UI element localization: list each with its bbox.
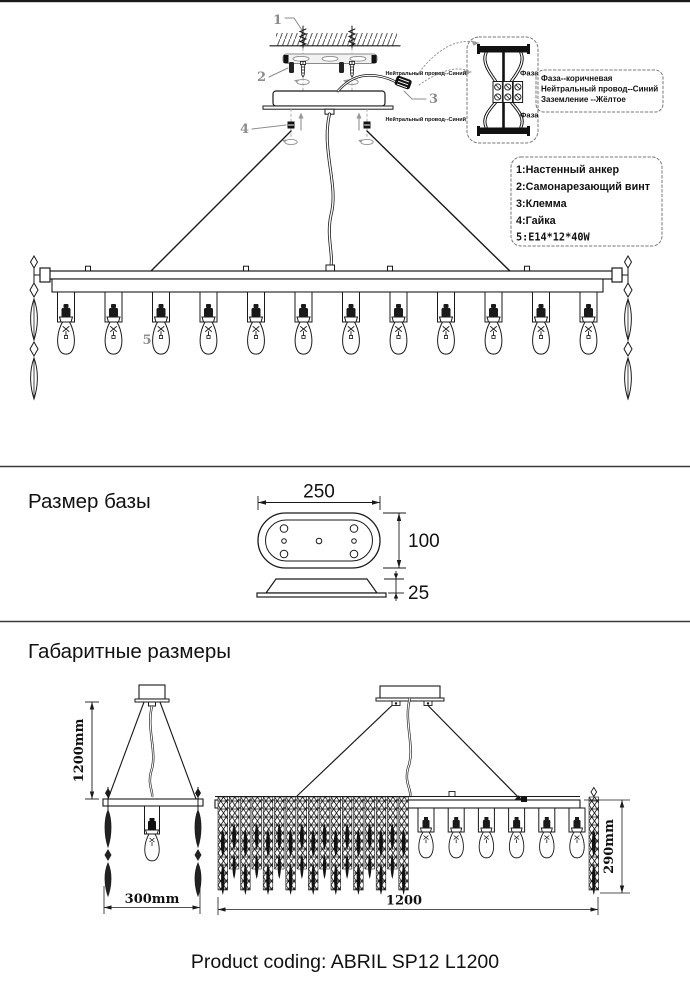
callout-3: 3 [429,92,439,107]
power-cord [338,75,412,91]
parts-legend-item-1: 1:Настенный анкер [516,164,620,176]
front-bulb-row [418,808,585,858]
bulb-row [58,292,598,354]
front-elevation [215,686,599,895]
callout-5: 5 [142,333,152,348]
color-legend-line-1: Фаза--коричневая [541,74,613,83]
parts-legend-item-2: 2:Самонарезающий винт [516,181,651,193]
base-size-title: Размер базы [28,490,151,513]
right-end-crystal [589,788,599,896]
parts-legend [511,157,662,246]
callout-2: 2 [256,70,266,85]
neutral-wire-label-top: Нейтральный провод--Синий [385,71,466,77]
base-size-section [28,482,440,605]
color-legend-line-3: Заземление --Жёлтое [541,95,626,104]
top-border [0,0,690,2]
phase-label-top: Фаза [520,68,539,78]
callout-1: 1 [272,13,282,28]
right-crystal-chain [624,256,632,399]
drop-height-value: 1200mm [72,718,87,783]
overall-dimensions-section [28,640,630,915]
side-width-value: 300mm [124,892,180,907]
terminal-detail [385,37,539,143]
parts-legend-item-3: 3:Клемма [516,198,567,210]
installation-diagram [30,13,663,399]
parts-legend-item-5: 5:E14*12*40W [516,232,590,244]
neutral-wire-label-bottom: Нейтральный провод--Синий [385,117,466,123]
drop-height-dimension [85,702,99,799]
product-coding: Product coding: ABRIL SP12 L1200 [190,951,500,973]
canopy [263,91,393,114]
connector-plug [394,75,412,90]
phase-label-bottom: Фаза [520,110,539,120]
left-crystal-chain [30,256,38,399]
callout-1-leader [285,18,302,30]
callout-3-leader [404,91,426,99]
callout-2-leader [269,68,288,77]
base-width-value: 250 [303,481,335,503]
color-legend-line-2: Нейтральный провод--Синий [541,84,659,94]
base-top-view [258,513,380,568]
crystal-curtain [218,797,408,895]
body-height-value: 290mm [602,819,617,874]
callout-4-leader [252,125,286,129]
base-side-profile [257,579,386,597]
parts-legend-item-4: 4:Гайка [516,215,556,227]
callout-4: 4 [239,122,249,137]
overall-dimensions-title: Габаритные размеры [28,640,232,663]
base-thickness-dimension [384,571,404,601]
base-thickness-value: 25 [408,583,430,604]
wire-color-legend [536,70,663,112]
ceiling-hatch [270,33,400,46]
end-elevation [103,685,203,896]
suspension-cables [146,114,519,281]
length-value: 1200 [385,893,423,909]
mounting-bracket [283,54,377,64]
base-depth-dimension [383,513,406,568]
terminal-block [493,82,523,103]
base-depth-value: 100 [408,531,440,552]
